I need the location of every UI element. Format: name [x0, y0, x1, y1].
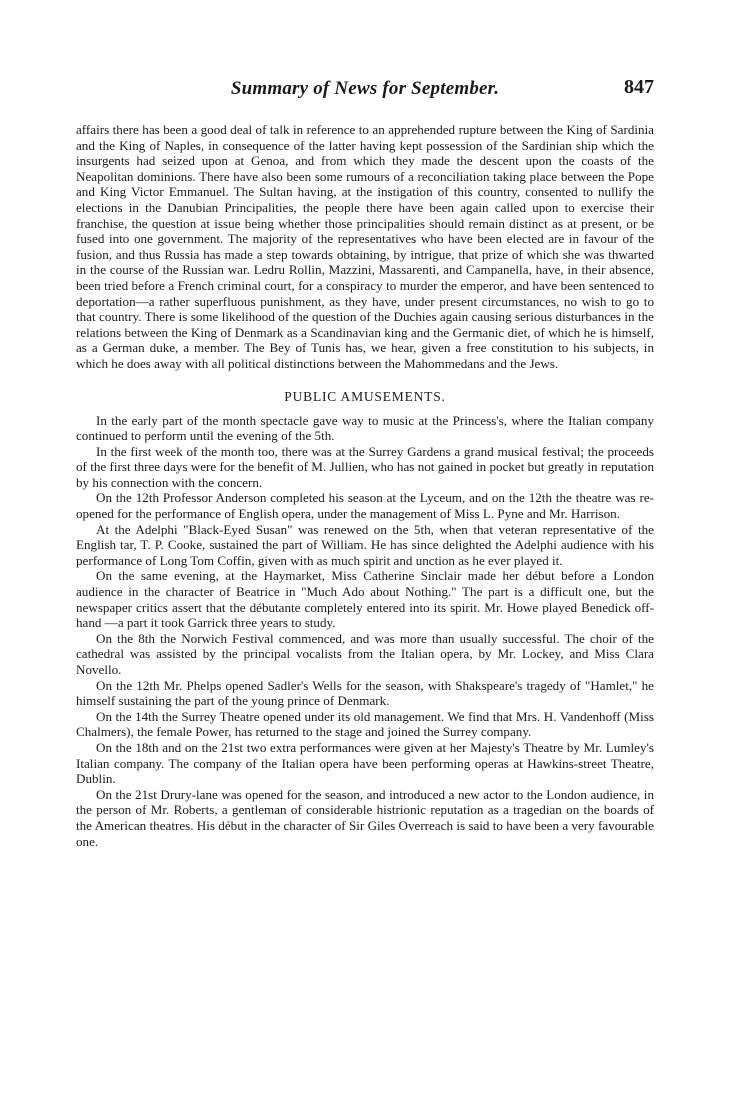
- paragraph-norwich: On the 8th the Norwich Festival commenced, and was more than usually successful. The choir of the cathedral was assisted by the principal vocalists from the Italian opera, by Mr. Lockey, and Miss Clara Novello.: [76, 630, 654, 677]
- page-number: 847: [624, 76, 654, 98]
- paragraph-drury-lane: On the 21st Drury-lane was opened for the season, and introduced a new actor to the London audience, in the person of Mr. Roberts, a gentleman of considerable histrionic reputation as a tragedian on the boards of the American theatres. His début in the character of Sir Giles Overreach is said to have been a very favourable one.: [76, 786, 654, 849]
- running-head: [76, 78, 654, 108]
- paragraph-adelphi: At the Adelphi "Black-Eyed Susan" was renewed on the 5th, when that veteran representative of the English tar, T. P. Cooke, sustained the part of William. He has since delighted the Adelphi audience with his performance of Long Tom Coffin, given with as much spirit and unction as he ever played it.: [76, 521, 654, 568]
- paragraph-surrey-gardens: In the first week of the month too, there was at the Surrey Gardens a grand musical festival; the proceeds of the first three days were for the benefit of M. Jullien, who has not gained in pocket but greatly in reputation by his connection with the concern.: [76, 443, 654, 490]
- paragraph-haymarket: On the same evening, at the Haymarket, Miss Catherine Sinclair made her début before a London audience in the character of Beatrice in "Much Ado about Nothing." The part is a difficult one, but the newspaper critics assert that the débutante completely entered into its spirit. Mr. Howe played Benedick off-hand —a part it took Garrick three years to study.: [76, 568, 654, 631]
- paragraph-lyceum: On the 12th Professor Anderson completed his season at the Lyceum, and on the 12th the theatre was re-opened for the performance of English opera, under the management of Miss L. Pyne and Mr. Harrison.: [76, 490, 654, 522]
- opening-paragraph: affairs there has been a good deal of talk in reference to an apprehended rupture between the King of Sardinia and the King of Naples, in consequence of the latter having kept possession of the Sardinian ship which the insurgents had seized upon at Genoa, and from which they made the descent upon the coasts of the Neapolitan dominions. There have also been some rumours of a reconciliation taking place between the Pope and King Victor Emmanuel. The Sultan having, at the instigation of this country, consented to nullify the elections in the Danubian Principalities, the people there have been again called upon to exercise their franchise, the question at issue being whether those principalities should remain distinct as at present, or be fused into one government. The majority of the representatives who have been elected are in favour of the fusion, and thus Russia has made a step towards obtaining, by intrigue, that prize of which she was thwarted in the course of the Russian war. Ledru Rollin, Mazzini, Massarenti, and Campanella, have, in their absence, been tried before a French criminal court, for a conspiracy to murder the emperor, and have been sentenced to deportation—a rather superfluous punishment, as they have, under present circumstances, no wish to go to that country. There is some likelihood of the question of the Duchies again causing serious disturbances in the relations between the King of Denmark as a Scandinavian king and the Germanic diet, of which he is himself, as a German duke, a member. The Bey of Tunis has, we hear, given a free constitution to his subjects, in which he does away with all political distinctions between the Mahommedans and the Jews.: [76, 122, 654, 371]
- paragraph-sadlers-wells: On the 12th Mr. Phelps opened Sadler's Wells for the season, with Shakspeare's tragedy of "Hamlet," he himself sustaining the part of the young prince of Denmark.: [76, 677, 654, 709]
- paragraph-princess: In the early part of the month spectacle gave way to music at the Princess's, where the Italian company continued to perform until the evening of the 5th.: [76, 412, 654, 444]
- page: [76, 78, 654, 849]
- paragraph-majestys-theatre: On the 18th and on the 21st two extra performances were given at her Majesty's Theatre by Mr. Lumley's Italian company. The company of the Italian opera have been performing operas at Hawkins-street Theatre, Dublin.: [76, 739, 654, 787]
- paragraph-surrey-theatre: On the 14th the Surrey Theatre opened under its old management. We find that Mrs. H. Vandenhoff (Miss Chalmers), the female Power, has returned to the stage and joined the Surrey company.: [76, 708, 654, 740]
- section-heading: PUBLIC AMUSEMENTS.: [284, 388, 446, 404]
- running-title: Summary of News for September.: [230, 78, 500, 99]
